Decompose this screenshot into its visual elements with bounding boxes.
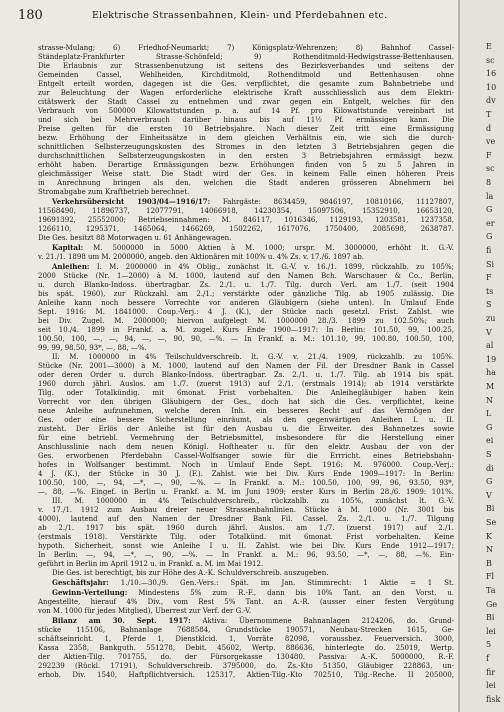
text-line: Tilg. oder Totalkündig. mit 6monat. Frist vorbehalten. Die Anleihegläubiger haben kein: [38, 389, 454, 397]
facing-page-fragment: fisk: [486, 694, 501, 704]
text-line: 99, 99, 98.50, 93*, —, 88, —%.: [38, 344, 147, 352]
facing-page-fragment: E: [486, 42, 492, 51]
text-line: Anleihe kann noch bessere Vorrechte vor anderen Gläubigern (siehe unten). In Umlauf Ende: [38, 299, 454, 307]
text-line: Vorrecht vor den übrigen Gläubigern der Ges., doch hat sich die Ges. verpflichtet, keine: [38, 398, 454, 406]
text-line: [38, 616, 454, 626]
text-line-rest: Fahrgäste: 8634459, 9846197, 10810166, 11127807,: [210, 198, 454, 206]
text-line: oder deren Order u. durch Blanko-Indoss. übertragbar. Zs. 2./1. u. 1./7. Tilg. ab 1914 bis spät.: [38, 371, 454, 379]
text-line: II. M. 1000000 in 4% Teilschuldverschreib. lt. G.-V. v. 21./4. 1909, rückzahlb. zu 105%.: [52, 353, 454, 361]
text-line: für eine betriebl. Vermehrung der Betriebsmittel, insbesondere für die Herstellung einer: [38, 434, 454, 442]
text-line: zusteht. Der Erlös der Anleihe ist für den Ausbau u. die Erweiter. des Bahnnetzes sowie: [38, 425, 454, 433]
facing-page-fragment: M: [486, 382, 495, 391]
text-line: In Berlin: —, 94, —*, —, 90, —%. — In Frankf. a. M.: 96, 93.50, —*, —, 88, —%. Ein-: [38, 551, 454, 559]
text-line: schnittlichen Selbsterzeugungskosten des Stromes in den letzten 3 Betriebsjahren gegen die: [38, 143, 454, 151]
text-line: v. 17./1. 1912 zum Ausbau dreier neuer Strassenbahnlinien. Stücke à M. 1000 (Nr. 3001 bis: [38, 506, 454, 514]
facing-page-fragment: dv: [486, 96, 496, 106]
facing-page-fragment: ha: [486, 368, 496, 378]
facing-page-fragment: 16: [486, 69, 497, 79]
text-line: [38, 588, 454, 598]
text-line: Ständeplatz-Frankfurter Strasse-Schönfeld; 9) Rothenditmold-Hedwigstrasse-Bettenhausen.: [38, 53, 454, 61]
facing-page-fragment: Se: [486, 518, 497, 527]
facing-page-fragment: Bi: [486, 613, 495, 623]
facing-page-fragment: al: [486, 341, 494, 351]
text-line: —, 88, —%. Eingef. in Berlin u. Frankf. a. M. im Juni 1909; erster Kurs in Berlin 28./6. 1909: 101%.: [38, 488, 454, 496]
text-line: Verbrauch von 500000 Kilowattstunden p. a. auf 14 Pf. pro Kilowattstunde vereinbart ist: [38, 107, 454, 115]
page-number: 180: [18, 8, 43, 23]
facing-page-fragment: G: [486, 205, 493, 215]
facing-page-fragment: fi: [486, 246, 492, 255]
facing-page-fragment: Si: [486, 259, 495, 269]
facing-page-fragment: di: [486, 463, 494, 473]
facing-page-fragment: Ge: [486, 599, 498, 609]
facing-page-fragment: F: [486, 273, 492, 283]
text-line: der Aktien-Tilg. 701755, do. der Fürsorgekasse 130480. Passiva: A.-K. 5000000, R.-F.: [38, 653, 454, 661]
text-line: Entgelt erteilt worden, dagegen ist die Ges. verpflichtet, die gesamte zum Bahnbetriebe und: [38, 80, 454, 88]
text-line: erhöht haben. Derartige Ermässigungen bezw. Erhöhungen finden von 5 zu 5 Jahren in: [38, 161, 454, 169]
facing-page-fragment: la: [486, 191, 494, 201]
text-line: seit 10./4. 1899 in Frankf. a. M. zugel. Kurs Ende 1900—1917: In Berlin: 101.50, 99, 100.25,: [38, 326, 454, 334]
facing-page-fragment: T: [486, 110, 492, 119]
text-line: in Anrechnung bringen als den, welchen die Stadt anderen grösseren Abnehmern bei: [38, 179, 454, 187]
text-line: Stücke (Nr. 2001—3000) à M. 1000, lautend auf den Namen der Fil. der Dresdner Bank in Cassel: [38, 362, 454, 370]
text-line: Die Ges. besitzt 88 Motorwagen u. 61 Anhängewagen.: [38, 234, 232, 242]
text-line: (erstmals 1918). Verstärkte Tilg. oder Totalkünd. mit 6monat. Frist vorbehalten. Keine: [38, 533, 454, 541]
facing-page-fragment: sc: [486, 164, 495, 174]
text-line: strasse-Mulang; 6) Friedhof-Neumarkt; 7) Königsplatz-Wehrenzen; 8) Bahnhof Cassel-: [38, 44, 454, 52]
text-line: von M. 1000 für jedes Mitglied), Überrest zur Verf. der G.-V.: [38, 607, 252, 615]
facing-page-fragment: K: [486, 531, 492, 541]
text-line-rest: M. 5000000 in 5000 Aktien à M. 1000; urspr. M. 3000000, erhöht lt. G.-V.: [83, 244, 454, 252]
section-label: Verkehrsübersicht 1903/04—1916/17:: [52, 197, 211, 206]
text-line: citätswerk der Stadt Cassel zu entnehmen und zwar gegen ein Entgelt, welches für den: [38, 98, 454, 106]
text-line: [38, 262, 454, 272]
facing-page-fragment: zu: [486, 314, 496, 323]
facing-page-fragment: G: [486, 422, 493, 432]
text-line: bei Div. Zugel. M. 2000000; hiervon aufgelegt M. 1000000 28./3. 1899 zu 102.50%; auch: [38, 317, 454, 325]
facing-page-fragment: L: [486, 409, 492, 419]
facing-page-fragment: V: [486, 327, 492, 337]
text-line: stücke 115106, Bahnanlage 7688584, Grundstücke 190571, Neubau-Strecken 1615, Ge-: [38, 626, 454, 634]
section-label: Bilanz am 30. Sept. 1917:: [52, 616, 191, 625]
text-line: Stromabgabe zum Kraftbetrieb berechnet.: [38, 188, 190, 196]
text-line: Gemeinden Cassel, Wehlheiden, Kirchditmold, Rothenditmold und Bettenhausen ohne: [38, 71, 454, 79]
facing-page-fragment: S: [486, 300, 492, 310]
text-line: Die Ges. ist berechtigt, bis zur Höhe des A.-K. Schuldverschreib. auszugeben.: [52, 569, 329, 577]
facing-page-fragment: 10: [486, 82, 497, 92]
facing-page-fragment: ei: [486, 436, 494, 446]
text-line: Kassa 2358, Bankguth. 551278, Debit. 45602, Wertp. 886636, hinterlegte do. 25019, Wertp.: [38, 644, 454, 652]
text-line: ab 2./1. 1917 bis spät. 1960 durch jährl. Auslos. am 1./7. (zuerst 1917) auf 2./1.: [38, 524, 454, 532]
document-body: [38, 44, 454, 680]
facing-page-fragment: G: [486, 232, 493, 242]
text-line: erhob. Div. 1540, Haftpflichtversich. 125317, Aktien-Tilg.-Kto 702510, Tilg.-Reche. II 205000,: [38, 671, 454, 679]
facing-page-fragment: f: [486, 654, 489, 663]
facing-page-fragment: Ta: [486, 586, 496, 595]
facing-page-fragment: S: [486, 450, 492, 459]
text-line: v. 21./1. 1898 um M. 2000000, angeb. den Aktionären mit 100% u. 4% Zs. v. 17./6. 1897 ab.: [38, 253, 364, 261]
text-line: Angestellte, hierauf 4% Div., vom Rest 5% Tant. an A.-R. (ausser einer festen Vergütung: [38, 598, 454, 606]
text-line: [38, 578, 454, 588]
text-line: bis spät. 1960), zur Rückzahl. am 2./1.; verstärkte oder gänzliche Tilg. ab 1905 zulässig. Die: [38, 290, 454, 298]
text-line: bezw. Erhöhung der Einheitssätze in dem gleichen Verhältnis ein, wie sich die durch-: [38, 134, 454, 142]
facing-page-fragment: Bi: [486, 504, 495, 514]
text-line: zur Beleuchtung der Wagen erforderliche elektrische Kraft ausschliesslich aus dem Elektri-: [38, 89, 454, 97]
text-line-rest: I. M. 2000000 in 4% Oblig., zunächst lt. G.-V. v. 16./1. 1899, rückzahlb. zu 105%;: [89, 263, 454, 271]
text-line-rest: 1./10.—30./9. Gen.-Vers.: Spät. im Jan. Stimmrecht: 1 Aktie = 1 St.: [108, 579, 454, 587]
text-line: [38, 197, 454, 207]
text-line: 4000), lautend auf den Namen der Dresdner Bank Fil. Cassel. Zs. 2./1. u. 1./7. Tilgung: [38, 515, 454, 523]
text-line: hypoth. Sicherheit, sonst wie Anleihe I u. II. Zahlst. wie bei Div. Kurs Ende 1912—1917:: [38, 542, 454, 550]
facing-page-fragment: 19: [486, 354, 497, 364]
section-label: Gewinn-Verteilung:: [52, 588, 128, 597]
text-line: Anschlusslinie nach dem neuen Königl. Hoftheater u. für den elektr. Ausbau der von der: [38, 443, 454, 451]
facing-page-fragment: N: [486, 395, 493, 405]
section-label: Kapital:: [52, 243, 84, 252]
facing-page-fragment: sc: [486, 55, 495, 65]
facing-page-fragment: ts: [486, 286, 494, 296]
facing-page-fragment: V: [486, 490, 492, 500]
facing-page-fragment: lei: [486, 681, 496, 691]
text-line: 1266110, 1295371, 1465064, 1466269, 1502262, 1617076, 1750400, 2085698, 2638787.: [38, 225, 454, 233]
text-line: [38, 243, 454, 253]
text-line: Sept. 1916: M. 1841000. Coup.-Verj.: 4 J. (K.), der Stücke nach gesetzl. Frist. Zahlst. wie: [38, 308, 454, 316]
facing-page-edge: [460, 0, 504, 712]
text-line: Die Erlaubnis zur Strassenbenutzung ist seitens des Bezirksverbandes und seitens der: [38, 62, 454, 70]
section-label: Anleihen:: [52, 262, 90, 271]
section-label: Geschäftsjahr:: [52, 578, 109, 587]
facing-page-fragment: d: [486, 123, 492, 133]
facing-page-fragment: G: [486, 477, 493, 487]
text-line: geführt in Berlin im April 1912 u. in Frankf. a. M. im Mai 1912.: [38, 560, 264, 568]
text-line-rest: Aktiva: Übernommene Bahnanlagen 2124206, do. Grund-: [190, 617, 454, 625]
facing-page-fragment: B: [486, 558, 492, 568]
facing-page-fragment: lei: [486, 626, 496, 636]
text-line: 292239 (Rückl. 17191), Schuldverschreib. 3795000, do. Zs.-Kto 51350, Gläubiger 228863, un-: [38, 662, 454, 670]
text-line: Preise gelten für die ersten 10 Betriebsjahre. Nach dieser Zeit tritt eine Ermässigung: [38, 125, 454, 133]
text-line: 100.50, 100, —, —, 94, —, —, 90, 90, —%. — In Frankf. a. M.: 101.10, 99, 100.80, 100.50, 100,: [38, 335, 454, 343]
running-title: Elektrische Strassenbahnen, Klein- und Pferdebahnen etc.: [92, 10, 388, 21]
text-line: 1960 durch jährl. Auslos. am 1./7. (zuerst 1913) auf 2./1. (erstmals 1914); ab 1914 verstärkte: [38, 380, 454, 388]
text-line: Ges. erworbenen Pferdebahn Cassel-Wolfsanger sowie für die Errricht. eines Betriebsbahn-: [38, 452, 454, 460]
text-line: 100.50, 100, —, 94, —*, —, 90, —%. — In Frankf. a. M.: 100.50, 100, 99, 96, 93.50, 93*,: [38, 479, 454, 487]
text-line: neue Anleihe aufzunehmen, welche deren Inh. ein besseres Recht auf das Vermögen der: [38, 407, 454, 415]
facing-page-fragment: F: [486, 150, 492, 160]
facing-page-fragment: ve: [486, 137, 496, 147]
text-line: gleichmässiger Weise statt. Die Stadt wird der Ges. in keinem Falle einen höheren Preis: [38, 170, 454, 178]
text-line: 2000 Stücke (Nr. 1—2000) à M. 1000, lautend auf den Namen Bch. Warschauer & Co., Berlin,: [38, 272, 454, 280]
text-line: 4 J. (K.), der Stücke in 30 J. (F.). Zahlst. wie bei Div. Kurs Ende 1909—1917: In Berlin:: [38, 470, 454, 478]
text-line: 19691392, 25552000; Betriebseinnahmen: M. 846117, 1016346, 1129193, 1203581, 1237358,: [38, 216, 454, 224]
facing-page-fragment: Fl: [486, 572, 495, 582]
text-line: Ges. oder eine bessere Sicherstellung einräumt, als den gegenwärtigen Anleihen I. u. II.: [38, 416, 454, 424]
facing-page-fragment: er: [486, 218, 495, 228]
text-line: schäftseinricht. 1, Pferde 1, Dienstklcid. 1, Vorräte 82098, voraussbez. Feuerversich. 3000,: [38, 635, 454, 643]
text-line: hofes in Wolfsanger bestimmt. Noch in Umlauf Ende Sept. 1916: M. 976000. Coup.-Verj.:: [38, 461, 454, 469]
facing-page-fragment: 5: [486, 640, 492, 650]
facing-page-fragment: 8: [486, 178, 492, 187]
text-line: III. M. 1000000 in 4% Teilschuldverschreib., rückzahlb. zu 105%, zunächst lt. G.-V.: [52, 497, 454, 505]
text-line: durchschnittlichen Selbsterzeugungskosten in den ersten 3 Betriebsjahren ermässigt bezw.: [38, 152, 454, 160]
text-line-rest: Mindestens 5% zum R.-F., dann bis 10% Tant. an den Vorst. u.: [127, 589, 454, 597]
page-header: [18, 8, 450, 24]
facing-page-fragment: N: [486, 545, 493, 555]
text-line: u. durch Blanko-Indoss. übertragbar. Zs. 2./1. u. 1./7. Tilg. durch Verl. am 1./7. (seit 1904: [38, 281, 454, 289]
text-line: und sich bei Mehrverbrauch darüber hinaus bis auf 11½ Pf. ermässigen kann. Die: [38, 116, 454, 124]
facing-page-fragment: fir: [486, 667, 496, 677]
text-line: 11568490, 11896737, 12077791, 14066918, 14230354, 15097506, 15352910, 16653120,: [38, 207, 454, 215]
